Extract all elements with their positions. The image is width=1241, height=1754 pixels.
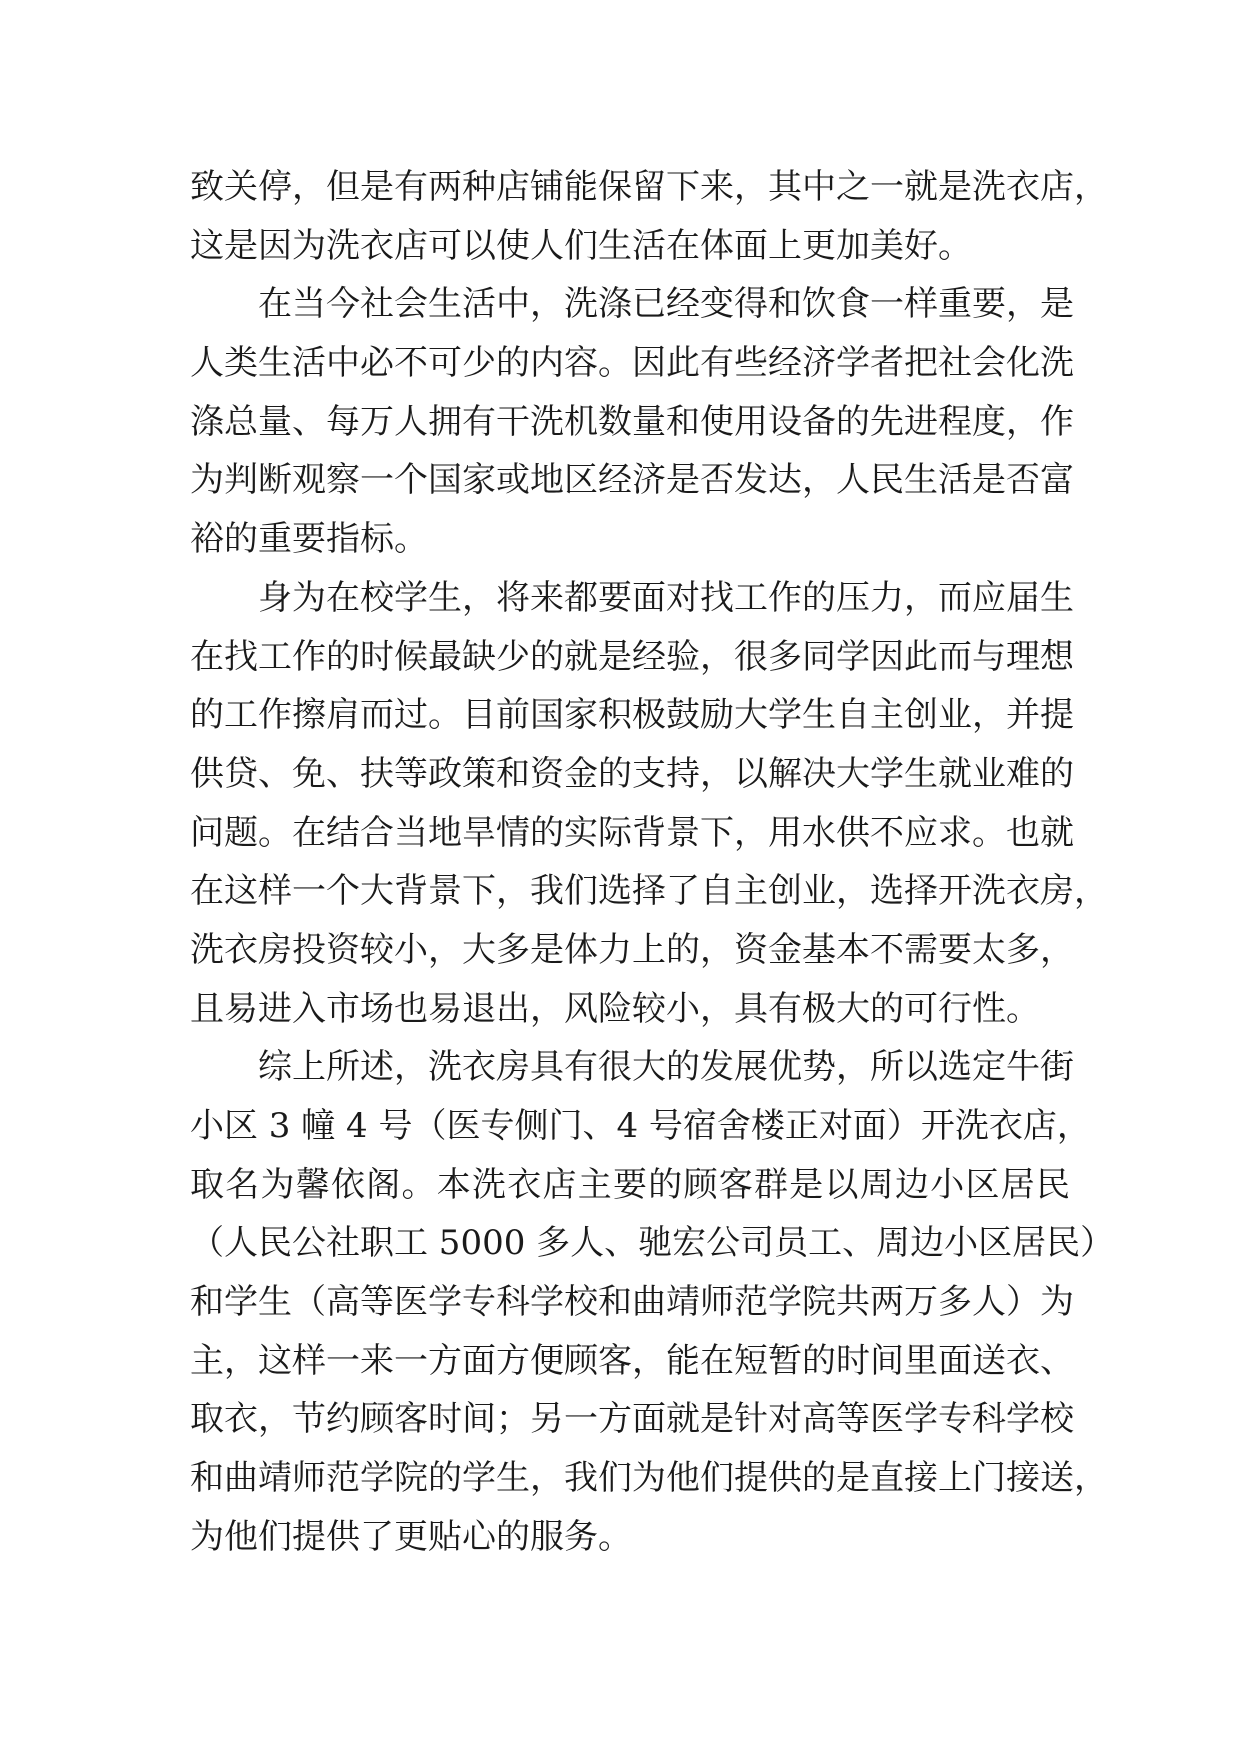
paragraph-first-line: 在当今社会生活中，洗涤已经变得和饮食一样重要，是	[258, 284, 1074, 325]
text-line: 和学生（高等医学专科学校和曲靖师范学院共两万多人）为	[190, 1282, 1074, 1323]
text-line: 取衣，节约顾客时间；另一方面就是针对高等医学专科学校	[190, 1399, 1074, 1440]
paragraph-first-line: 身为在校学生，将来都要面对找工作的压力，而应届生	[258, 577, 1074, 618]
document-body	[190, 158, 1115, 1567]
text-line: 裕的重要指标。	[190, 519, 428, 560]
text-line: 这是因为洗衣店可以使人们生活在体面上更加美好。	[190, 225, 972, 266]
text-line: 和曲靖师范学院的学生，我们为他们提供的是直接上门接送，	[190, 1458, 1108, 1499]
text-line: （人民公社职工 5000 多人、驰宏公司员工、周边小区居民）	[190, 1223, 1115, 1264]
text-line: 的工作擦肩而过。目前国家积极鼓励大学生自主创业，并提	[190, 695, 1074, 736]
text-line: 洗衣房投资较小，大多是体力上的，资金基本不需要太多，	[190, 929, 1074, 970]
text-line: 小区 3 幢 4 号（医专侧门、4 号宿舍楼正对面）开洗衣店，	[190, 1106, 1091, 1146]
text-line: 人类生活中必不可少的内容。因此有些经济学者把社会化洗	[190, 343, 1074, 384]
text-line: 涤总量、每万人拥有干洗机数量和使用设备的先进程度，作	[190, 401, 1074, 442]
text-line: 问题。在结合当地旱情的实际背景下，用水供不应求。也就	[190, 812, 1074, 853]
paragraph-first-line: 综上所述，洗衣房具有很大的发展优势，所以选定牛街	[258, 1047, 1074, 1088]
text-line: 且易进入市场也易退出，风险较小，具有极大的可行性。	[190, 988, 1040, 1029]
text-line: 在找工作的时候最缺少的就是经验，很多同学因此而与理想	[190, 636, 1074, 677]
text-line: 取名为馨依阁。本洗衣店主要的顾客群是以周边小区居民	[190, 1164, 1070, 1205]
text-line: 为他们提供了更贴心的服务。	[190, 1516, 632, 1557]
text-line: 致关停，但是有两种店铺能保留下来，其中之一就是洗衣店，	[190, 167, 1108, 207]
text-line: 主，这样一来一方面方便顾客，能在短暂的时间里面送衣、	[190, 1340, 1074, 1381]
text-line: 供贷、免、扶等政策和资金的支持，以解决大学生就业难的	[190, 753, 1074, 794]
text-line: 在这样一个大背景下，我们选择了自主创业，选择开洗衣房，	[190, 871, 1108, 912]
text-line: 为判断观察一个国家或地区经济是否发达，人民生活是否富	[190, 460, 1074, 501]
